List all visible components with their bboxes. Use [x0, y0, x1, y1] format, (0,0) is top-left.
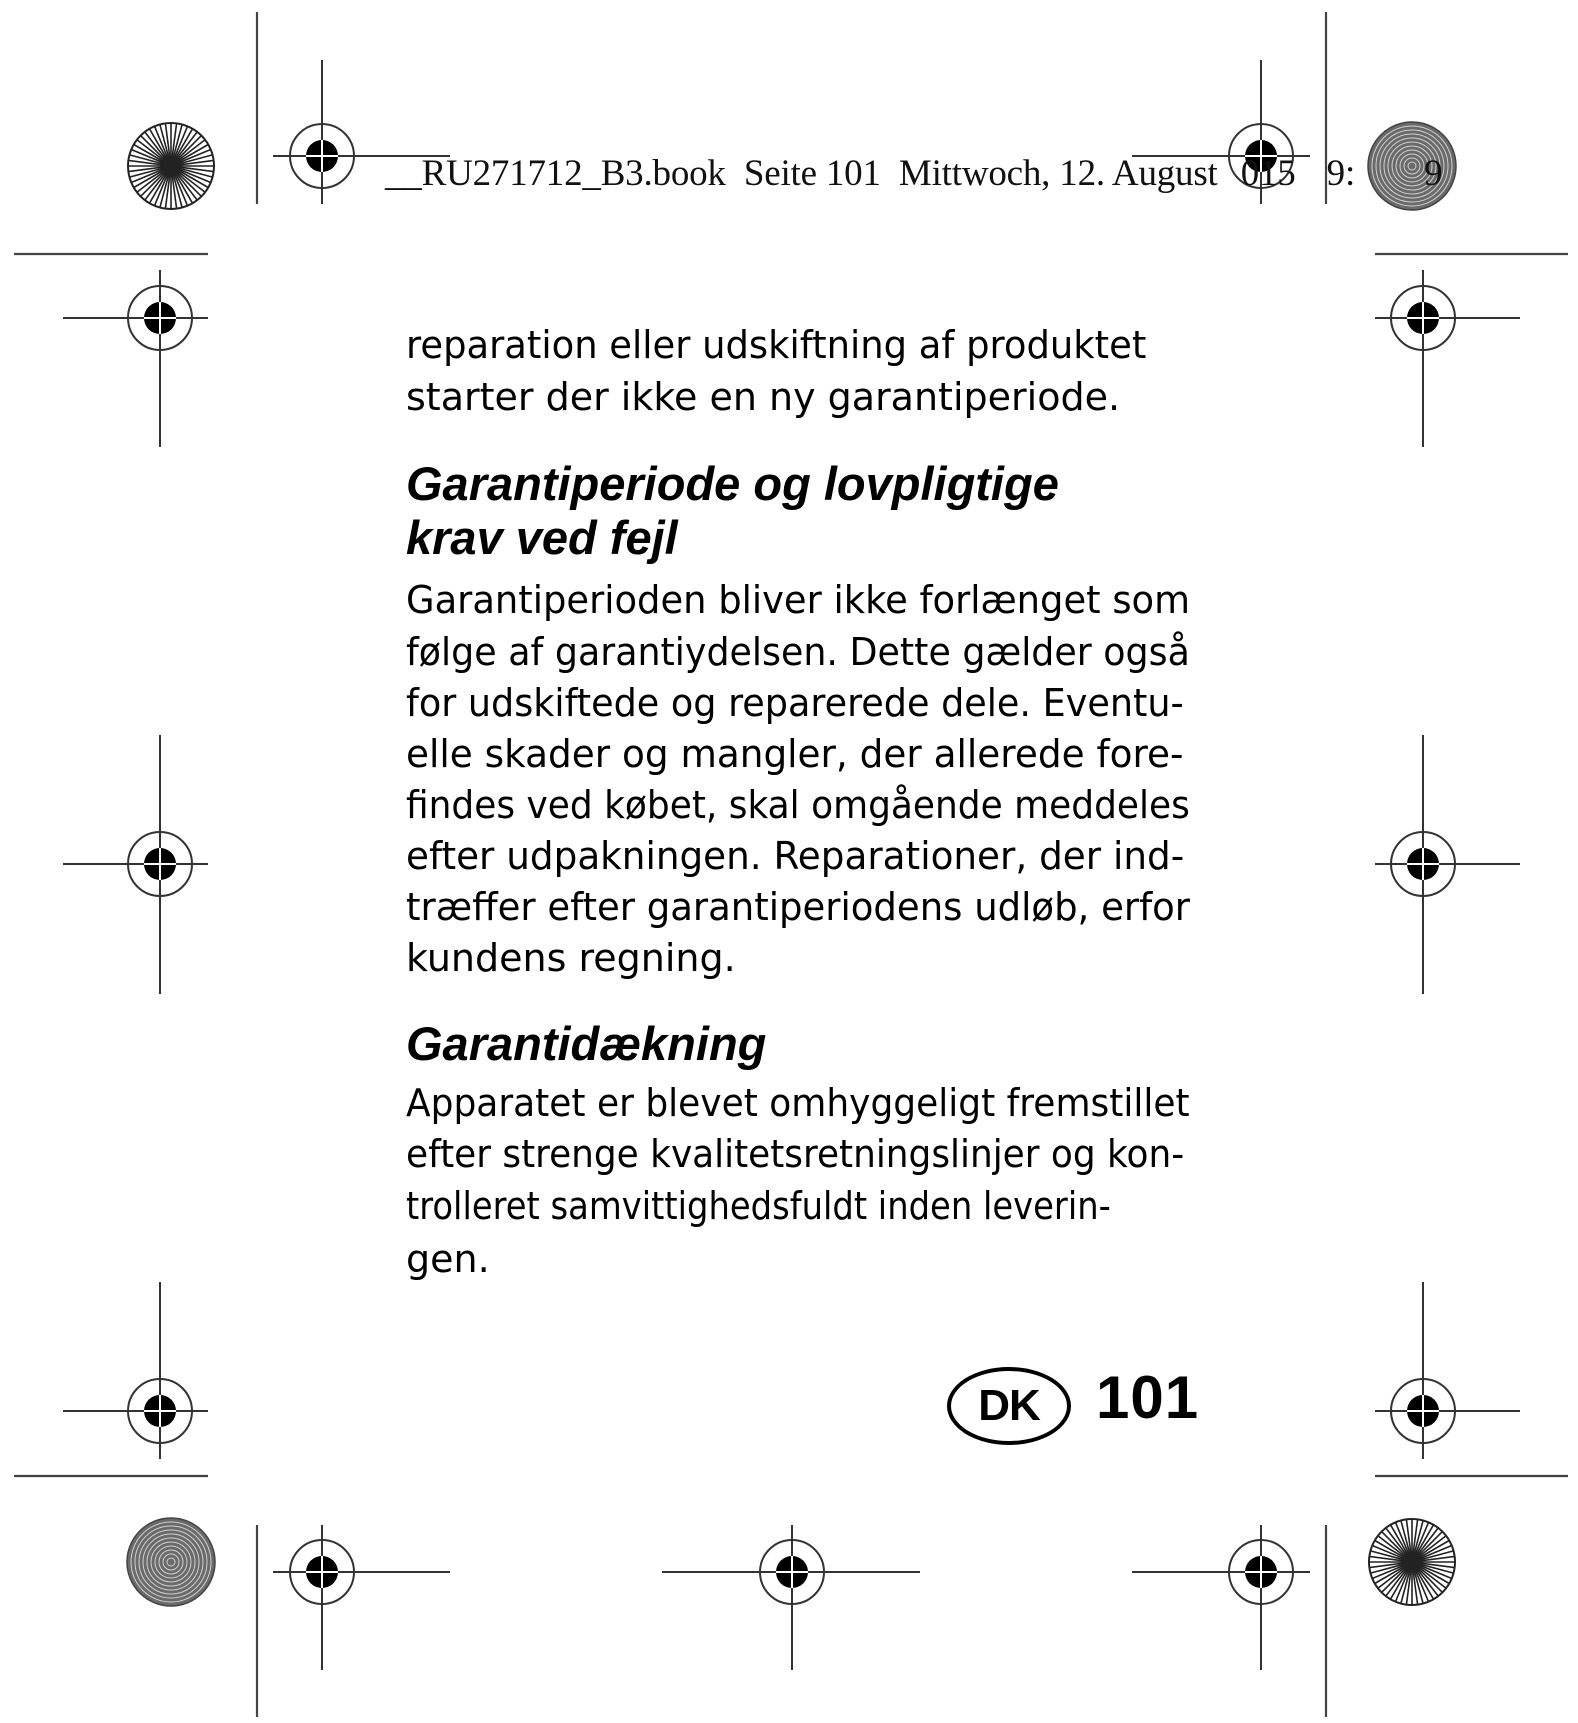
body-text-line: trolleret samvittighedsfuldt inden leverin- — [406, 1184, 1111, 1228]
print-slug-header — [385, 152, 1442, 195]
body-text-line: gen. — [406, 1237, 490, 1281]
body-text-line: Apparatet er blevet omhyggeligt fremstillet — [406, 1081, 1190, 1125]
body-text-line: efter strenge kvalitetsretningslinjer og kon- — [406, 1132, 1185, 1176]
section-heading: Garantidækning — [406, 1017, 767, 1070]
slug-date: Mittwoch, 12. August — [898, 153, 1218, 194]
country-code: DK — [978, 1381, 1040, 1430]
body-text-line: kundens regning. — [406, 936, 736, 980]
body-text-line: findes ved købet, skal omgående meddeles — [406, 783, 1190, 827]
slug-page: Seite 101 — [743, 153, 881, 194]
body-text-line: reparation eller udskiftning af produktet — [406, 323, 1147, 367]
body-text-line: Garantiperioden bliver ikke forlænget som — [406, 578, 1191, 622]
body-text-line: træffer efter garantiperiodens udløb, erfor — [406, 885, 1190, 929]
section-heading: Garantiperiode og lovpligtige — [406, 457, 1059, 510]
body-text-line: efter udpakningen. Reparationer, der ind- — [406, 834, 1185, 878]
body-text-line: elle skader og mangler, der allerede fore- — [406, 732, 1184, 776]
section-heading: krav ved fejl — [406, 511, 678, 564]
page-number: 101 — [1096, 1364, 1200, 1431]
slug-year: 015 — [1240, 153, 1296, 194]
body-text-line: følge af garantiydelsen. Dette gælder også — [406, 630, 1190, 674]
body-text-line: for udskiftede og reparerede dele. Eventu- — [406, 681, 1184, 725]
slug-filename: __RU271712_B3.book — [385, 153, 726, 194]
slug-time-hour: 9: — [1326, 153, 1356, 194]
slug-time-minute: 9 — [1424, 153, 1443, 194]
country-badge-dk — [947, 1367, 1071, 1445]
body-text-line: starter der ikke en ny garantiperiode. — [406, 375, 1121, 419]
